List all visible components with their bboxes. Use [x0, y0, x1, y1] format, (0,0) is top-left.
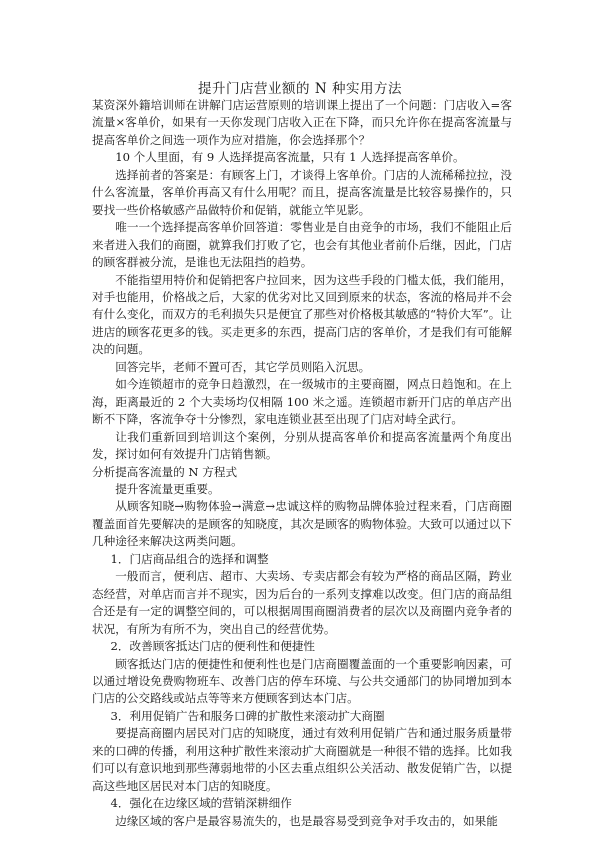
item-4-text: 边缘区域的客户是最容易流失的，也是最容易受到竞争对手攻击的，如果能 — [115, 813, 498, 828]
item-1-text: 一般而言，便利店、超市、大卖场、专卖店都会有较为严格的商品区隔，跨业态经营，对单店而言并不现实，因为后台的一系列支撑难以改变。但门店的商品组合还是有一定的调整空间的，可以根据周围商圈消费者的层次以及商圈内竞争者的状况，有所为有所不为，突出自己的经营优势。 — [92, 569, 512, 636]
paragraph-intro: 某资深外籍培训师在讲解门店运营原则的培训课上提出了一个问题：门店收入=客流量×客单价，如果有一天你发现门店收入正在下降，而只允许你在提高客流量与提高客单价之间选一项作为应对措施，你会选择那个？ — [92, 98, 512, 147]
item-3-text: 要提高商圈内居民对门店的知晓度，通过有效利用促销广告和通过服务质量带来的口碑的传播，利用这种扩散性来滚动扩大商圈就是一种很不错的选择。比如我们可以有意识地到那些薄弱地带的小区去重点组织公关活动、散发促销广告，以提高这些地区居民对本门店的知晓度。 — [92, 726, 512, 793]
item-1-heading: 1．门店商品组合的选择和调整 — [110, 551, 269, 566]
document-body — [92, 97, 512, 830]
section-intro-line: 提升客流量更重要。 — [115, 481, 220, 496]
paragraph-competition: 如今连锁超市的竞争日趋激烈，在一级城市的主要商圈，网点日趋饱和。在上海，距离最近的 2 个大卖场均仅相隔 100 米之遥。连锁超市新开门店的单店产出断不下降，客流争夺十分惨烈，家电连锁业甚至出现了门店对峙全武行。 — [92, 377, 512, 427]
section-intro-paragraph: 从顾客知晓→购物体验→满意→忠诚这样的购物品牌体验过程来看，门店商圈覆盖面首先要解决的是顾客的知晓度，其次是顾客的购物体验。大致可以通过以下几种途径来解决这两类问题。 — [92, 499, 512, 549]
item-3-heading: 3．利用促销广告和服务口碑的扩散性来滚动扩大商圈 — [110, 708, 385, 723]
item-4-heading: 4．强化在边缘区域的营销深耕细作 — [110, 796, 292, 811]
section-heading: 分析提高客流量的 N 方程式 — [92, 464, 238, 479]
paragraph-survey-result: 10 个人里面，有 9 人选择提高客流量，只有 1 人选择提高客单价。 — [115, 150, 465, 165]
paragraph-case-return: 让我们重新回到培训这个案例，分别从提高客单价和提高客流量两个角度出发，探讨如何有效提升门店销售额。 — [92, 429, 512, 462]
item-2-text: 顾客抵达门店的便捷性和便利性也是门店商圈覆盖面的一个重要影响因素，可以通过增设免费购物班车、改善门店的停车环境、与公共交通部门的协同增加到本门店的公交路线或站点等等来方便顾客到达本门店。 — [92, 656, 512, 706]
item-2-heading: 2．改善顾客抵达门店的便利性和便捷性 — [110, 639, 316, 654]
paragraph-ticket-answer: 唯一一个选择提高客单价回答道：零售业是自由竞争的市场，我们不能阻止后来者进入我们的商圈，就算我们打败了它，也会有其他业者前仆后继，因此，门店的顾客群被分流，是谁也无法阻挡的趋势。 — [92, 220, 512, 270]
paragraph-traffic-answer: 选择前者的答案是：有顾客上门，才谈得上客单价。门店的人流稀稀拉拉，没什么客流量，客单价再高又有什么用呢？而且，提高客流量是比较容易操作的，只要找一些价格敏感产品做特价和促销，就能立竿见影。 — [92, 167, 512, 217]
paragraph-teacher-response: 回答完毕，老师不置可否，其它学员则陷入沉思。 — [115, 359, 371, 374]
paragraph-price-war: 不能指望用特价和促销把客户拉回来，因为这些手段的门槛太低，我们能用，对手也能用，价格战之后，大家的优劣对比又回到原来的状态，客流的格局并不会有什么变化，而双方的毛利损失只是便宜了那些对价格极其敏感的“特价大军”。让进店的顾客花更多的钱。买走更多的东西，提高门店的客单价，才是我们有可能解决的问题。 — [92, 272, 512, 357]
document-title: 提升门店营业额的 N 种实用方法 — [198, 81, 402, 97]
